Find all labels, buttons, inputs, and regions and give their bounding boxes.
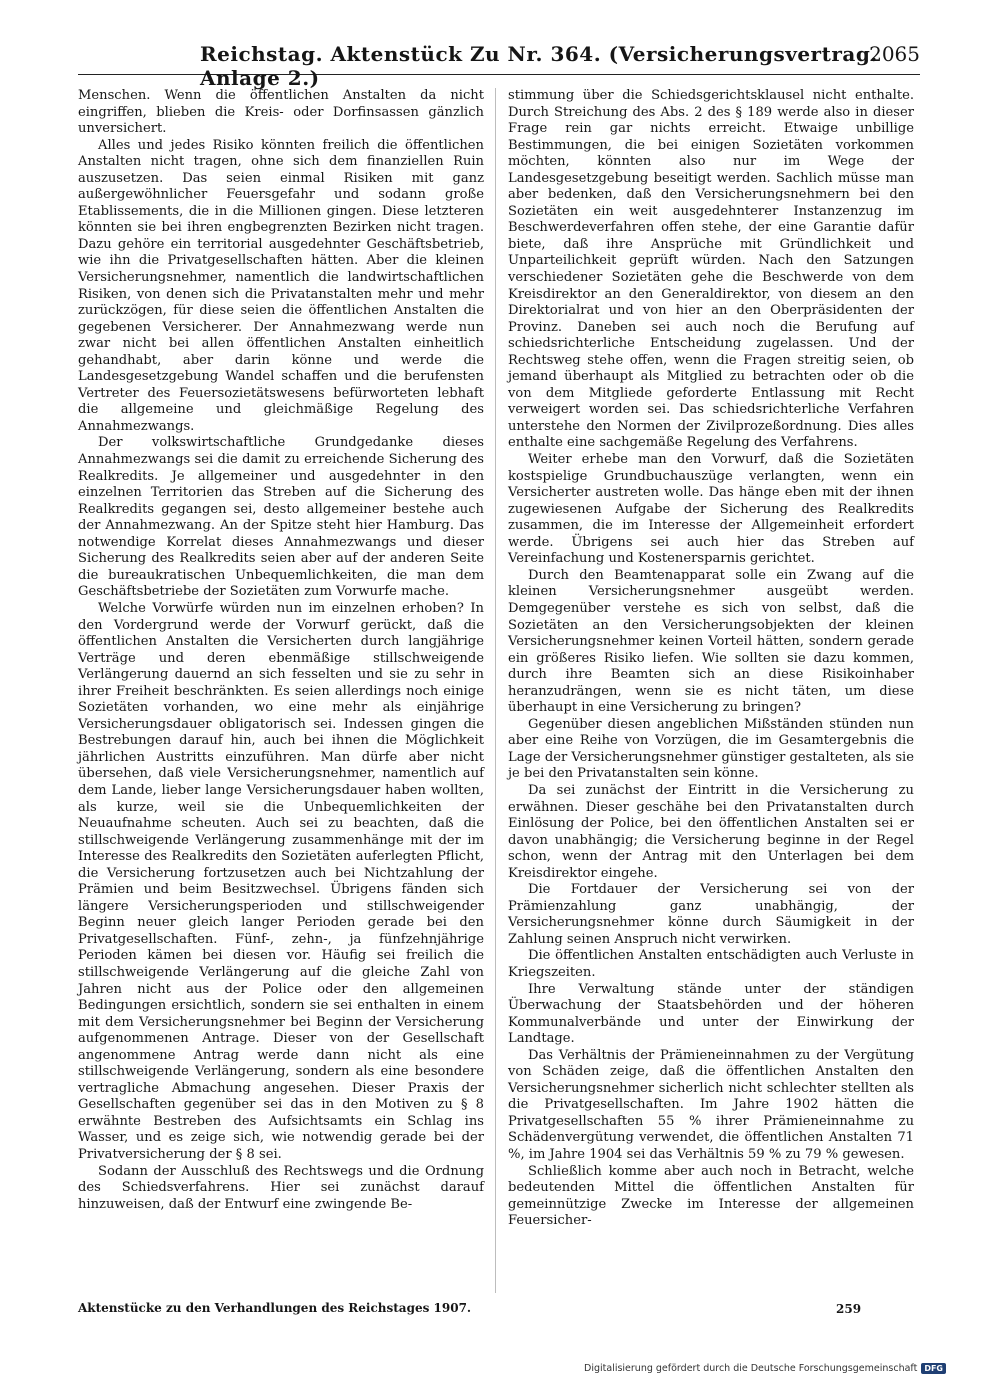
credit-text: Digitalisierung gefördert durch die Deutsche Forschungsgemeinschaft bbox=[584, 1363, 918, 1374]
right-column bbox=[508, 88, 914, 1230]
paragraph: Schließlich komme aber auch noch in Betracht, welche bedeutenden Mittel die öffentlichen Anstalten für gemeinnützige Zwecke im Interesse der allgemeinen Feuersicher- bbox=[508, 1163, 914, 1229]
column-divider bbox=[495, 88, 496, 1293]
page-number: 2065 bbox=[869, 42, 920, 66]
footer-publication: Aktenstücke zu den Verhandlungen des Reichstages 1907. bbox=[78, 1301, 472, 1315]
paragraph: Welche Vorwürfe würden nun im einzelnen erhoben? In den Vordergrund werde der Vorwurf gerückt, daß die öffentlichen Anstalten die Versicherten durch langjährige Verträge und deren ebenmäßige stillschweigende Verlängerung dauernd an sich fesselten und sie zu sehr in ihrer Freiheit beschränkten. Es seien allerdings noch einige Sozietäten vorhanden, wo eine mehr als einjährige Versicherungsdauer obligatorisch sei. Indessen gingen die Bestrebungen darauf hin, auch bei ihnen die Möglichkeit jährlichen Austritts einzuführen. Man dürfe aber nicht übersehen, daß viele Versicherungsnehmer, namentlich auf dem Lande, lieber lange Versicherungsdauer haben wollten, als kurze, weil sie die Unbequemlichkeiten der Neuaufnahme scheuten. Auch sei zu beachten, daß die stillschweigende Verlängerung zusammenhänge mit der im Interesse des Realkredits den Sozietäten auferlegten Pflicht, die Versicherung fortzusetzen auch bei Nichtzahlung der Prämien und beim Besitzwechsel. Übrigens fänden sich längere Versicherungsperioden und stillschweigender Beginn neuer gleich langer Perioden gerade bei den Privatgesellschaften. Fünf-, zehn-, ja fünfzehnjährige Perioden kämen bei diesen vor. Häufig sei freilich die stillschweigende Verlängerung auf die gleiche Zahl von Jahren nicht aus der Police oder den allgemeinen Bedingungen ersichtlich, sondern sie sei enthalten in einem mit dem Versicherungsnehmer bei Beginn der Versicherung aufgenommenen Antrage. Dieser von der Gesellschaft angenommene Antrag werde dann nicht als eine stillschweigende Verlängerung, sondern als eine besondere vertragliche Abmachung angesehen. Dieser Praxis der Gesellschaften gegenüber sei das in den Motiven zu § 8 erwähnte Bestreben des Aufsichtsamts ein Schlag ins Wasser, und es zeige sich, wie notwendig gerade bei der Privatversicherung der § 8 sei. bbox=[78, 600, 484, 1162]
paragraph: Die Fortdauer der Versicherung sei von der Prämienzahlung ganz unabhängig, der Versicherungsnehmer könne durch Säumigkeit in der Zahlung seinen Anspruch nicht verwirken. bbox=[508, 882, 914, 947]
paragraph: Ihre Verwaltung stände unter der ständigen Überwachung der Staatsbehörden und der höheren Kommunalverbände und unter der Einwirkung der Landtage. bbox=[508, 981, 914, 1047]
header-title: Reichstag. Aktenstück Zu Nr. 364. (Versicherungsvertrag. Anlage 2.) bbox=[200, 42, 878, 90]
dfg-logo-icon: DFG bbox=[921, 1363, 946, 1374]
digitization-credit bbox=[584, 1363, 946, 1374]
paragraph: Da sei zunächst der Eintritt in die Versicherung zu erwähnen. Dieser geschähe bei den Privatanstalten durch Einlösung der Police, bei den öffentlichen Anstalten sei er davon unabhängig; die Versicherung beginne in der Regel schon, wenn der Antrag mit den Unterlagen bei dem Kreisdirektor eingehe. bbox=[508, 782, 914, 881]
paragraph: Das Verhältnis der Prämieneinnahmen zu der Vergütung von Schäden zeige, daß die öffentlichen Anstalten den Versicherungsnehmer sicherlich nicht schlechter stellten als die Privatgesellschaften. Im Jahre 1902 hätten die Privatgesellschaften 55 % ihrer Prämieneinnahme zu Schädenvergütung verwendet, die öffentlichen Anstalten 71 %, im Jahre 1904 sei das Verhältnis 59 % zu 79 % gewesen. bbox=[508, 1047, 914, 1162]
page-header bbox=[78, 40, 920, 90]
paragraph: Alles und jedes Risiko könnten freilich die öffentlichen Anstalten nicht tragen, ohne sich dem finanziellen Ruin auszusetzen. Das seien einmal Risiken mit ganz außergewöhnlicher Feuersgefahr und sodann große Etablissements, die in die Millionen gingen. Diese letzteren könnten sie bei ihren engbegrenzten Bezirken nicht tragen. Dazu gehöre ein territorial ausgedehnter Geschäftsbetrieb, wie ihn die Privatgesellschaften hätten. Aber die kleinen Versicherungsnehmer, namentlich die landwirtschaftlichen Risiken, von denen sich die Privatanstalten mehr und mehr zurückzögen, für diese seien die öffentlichen Anstalten die gegebenen Versicherer. Der Annahmezwang werde nun zwar nicht bei allen öffentlichen Anstalten einheitlich gehandhabt, aber darin könne und werde die Landesgesetzgebung Wandel schaffen und die berufensten Vertreter des Feuersozietätswesens befürworteten lebhaft die allgemeine und gleichmäßige Regelung des Annahmezwangs. bbox=[78, 137, 484, 434]
paragraph: Menschen. Wenn die öffentlichen Anstalten da nicht eingriffen, blieben die Kreis- oder Dorfinsassen gänzlich unversichert. bbox=[78, 88, 484, 137]
paragraph: Sodann der Ausschluß des Rechtswegs und die Ordnung des Schiedsverfahrens. Hier sei zunächst darauf hinzuweisen, daß der Entwurf eine zwingende Be- bbox=[78, 1163, 484, 1212]
paragraph: stimmung über die Schiedsgerichtsklausel nicht enthalte. Durch Streichung des Abs. 2 des § 189 werde also in dieser Frage rein gar nichts erreicht. Etwaige unbillige Bestimmungen, die bei einigen Sozietäten vorkommen möchten, könnten also nur im Wege der Landesgesetzgebung beseitigt werden. Sachlich müsse man aber bedenken, daß den Versicherungsnehmern bei den Sozietäten ein weit ausgedehnterer Instanzenzug im Beschwerdeverfahren offen stehe, der eine Garantie dafür biete, daß ihre Ansprüche mit Gründlichkeit und Unparteilichkeit geprüft würden. Nach den Satzungen verschiedener Sozietäten gehe die Beschwerde von dem Kreisdirektor an den Generaldirektor, von diesem an den Direktorialrat und von hier an den Oberpräsidenten der Provinz. Daneben sei auch noch die Berufung auf schiedsrichterliche Entscheidung zugelassen. Und der Rechtsweg stehe offen, wenn die Fragen streitig seien, ob jemand überhaupt als Mitglied zu betrachten oder ob die von dem Mitgliede geforderte Entlassung mit Recht verweigert worden sei. Das schiedsrichterliche Verfahren unterstehe den Normen der Zivilprozeßordnung. Dies alles enthalte eine sachgemäße Regelung des Verfahrens. bbox=[508, 88, 914, 451]
sheet-signature: 259 bbox=[836, 1302, 862, 1316]
paragraph: Durch den Beamtenapparat solle ein Zwang auf die kleinen Versicherungsnehmer ausgeübt werden. Demgegenüber verstehe es sich von selbst, daß die Sozietäten an den Versicherungsobjekten der kleinen Versicherungsnehmer keinen Vorteil hätten, sondern gerade ein größeres Risiko liefen. Wie sollten sie dazu kommen, durch ihre Beamten sich an diese Risikoinhaber heranzudrängen, wenn sie es nicht täten, um diese überhaupt in eine Versicherung zu bringen? bbox=[508, 567, 914, 716]
paragraph: Weiter erhebe man den Vorwurf, daß die Sozietäten kostspielige Grundbuchauszüge verlangten, wenn ein Versicherter austreten wolle. Das hänge eben mit der ihnen zugewiesenen Aufgabe der Sicherung des Realkredits zusammen, die im Interesse der Allgemeinheit erfordert werde. Übrigens sei auch hier das Streben auf Vereinfachung und Kostenersparnis gerichtet. bbox=[508, 452, 914, 567]
paragraph: Gegenüber diesen angeblichen Mißständen stünden nun aber eine Reihe von Vorzügen, die im Gesamtergebnis die Lage der Versicherungsnehmer günstiger gestalteten, als sie je bei den Privatanstalten sein könne. bbox=[508, 716, 914, 782]
left-column bbox=[78, 88, 484, 1213]
paragraph: Die öffentlichen Anstalten entschädigten auch Verluste in Kriegszeiten. bbox=[508, 948, 914, 980]
paragraph: Der volkswirtschaftliche Grundgedanke dieses Annahmezwangs sei die damit zu erreichende Sicherung des Realkredits. Je allgemeiner und ausgedehnter in den einzelnen Territorien das Streben auf die Sicherung des Realkredits gegangen sei, desto allgemeiner bestehe auch der Annahmezwang. An der Spitze steht hier Hamburg. Das notwendige Korrelat dieses Annahmezwangs und dieser Sicherung des Realkredits seien aber auf der anderen Seite die bureaukratischen Unbequemlichkeiten, die man dem Geschäftsbetriebe der Sozietäten zum Vorwurfe mache. bbox=[78, 435, 484, 600]
